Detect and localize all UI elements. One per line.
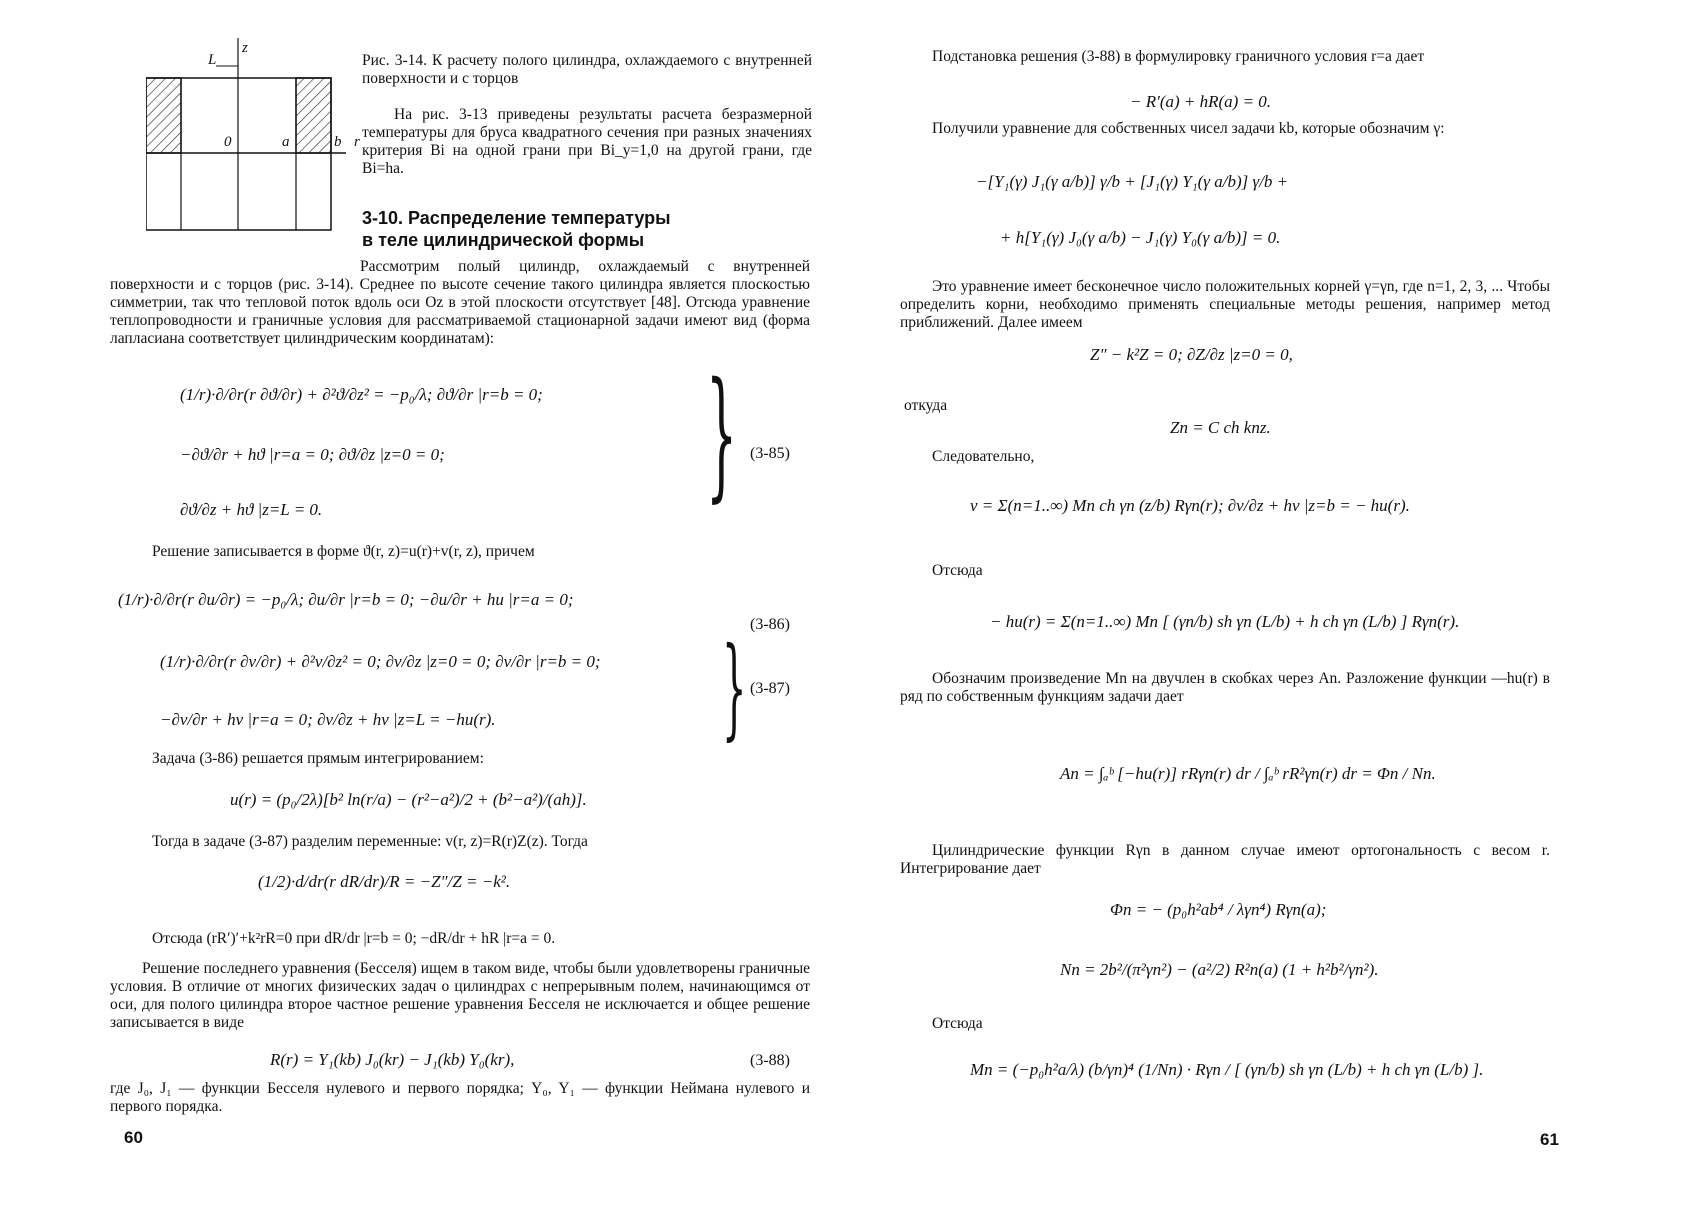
equation-separate: (1/2)·d/dr(r dR/dr)/R = −Z″/Z = −k². bbox=[258, 872, 511, 891]
equation-388: R(r) = Y₁(kb) J₀(kr) − J₁(kb) Y₀(kr), bbox=[270, 1050, 515, 1069]
paragraph-fig-313: На рис. 3-13 приведены результаты расчета безразмерной температуры для бруса квадратного сечения при разных значениях критерия Bi на одной грани при Bi_y=1,0 на другой грани, где Bi=ha. bbox=[362, 106, 812, 177]
word-whence: откуда bbox=[904, 397, 948, 414]
paragraph-denote: Обозначим произведение Mn на двучлен в скобках через An. Разложение функции —hu(r) в ряд по собственным функциям задачи дает bbox=[900, 670, 1550, 705]
section-heading-line1: 3-10. Распределение температуры bbox=[362, 208, 671, 228]
fig-label-a: a bbox=[282, 134, 290, 150]
right-page bbox=[900, 0, 1560, 1232]
equation-385-number: (3-85) bbox=[750, 445, 790, 462]
figure-caption: Рис. 3-14. К расчету полого цилиндра, охлаждаемого с внутренней поверхности и с торцов bbox=[362, 52, 812, 87]
paragraph-bessel: Решение последнего уравнения (Бесселя) ищем в таком виде, чтобы были удовлетворены граничные условия. В отличие от многих физических задач о цилиндрах с непрерывным полем, начинающимся от оси, для полого цилиндра второе частное решение уравнения Бесселя не исключается и общее решение записывается в виде bbox=[110, 960, 810, 1031]
paragraph-direct: Задача (3-86) решается прямым интегрированием: bbox=[152, 750, 484, 767]
equation-387-number: (3-87) bbox=[750, 680, 790, 697]
equation-387-line2: −∂v/∂r + hv |r=a = 0; ∂v/∂z + hv |z=L = −hu(r). bbox=[160, 710, 496, 729]
fig-label-L: L bbox=[208, 52, 217, 68]
section-heading bbox=[362, 207, 671, 251]
equation-nn: Nn = 2b²/(π²γn²) − (a²/2) R²n(a) (1 + h²b²/γn²). bbox=[1060, 960, 1379, 979]
equation-zn: Zn = C ch knz. bbox=[1170, 418, 1271, 437]
paragraph-intro: Рассмотрим полый цилиндр, охлаждаемый с внутренней поверхности и с торцов (рис. 3-14). Среднее по высоте сечение такого цилиндра является плоскостью симметрии, так что тепловой поток вдоль оси Oz в этой плоскости отсутствует [48]. Отсюда уравнение теплопроводности и граничные условия для рассматриваемой стационарной задачи имеют вид (форма лапласиана соответствует цилиндрическим координатам): bbox=[110, 258, 810, 347]
left-page bbox=[110, 0, 820, 1232]
paragraph-eigen: Получили уравнение для собственных чисел задачи kb, которые обозначим γ: bbox=[932, 120, 1445, 137]
equation-388-number: (3-88) bbox=[750, 1052, 790, 1069]
figure-hollow-cylinder bbox=[146, 38, 376, 238]
fig-label-0: 0 bbox=[224, 134, 232, 150]
paragraph-orth: Цилиндрические функции Rγn в данном случае имеют ортогональность с весом r. Интегрирование дает bbox=[900, 842, 1550, 877]
paragraph-separate: Тогда в задаче (3-87) разделим переменные: v(r, z)=R(r)Z(z). Тогда bbox=[152, 833, 588, 850]
equation-385-line3: ∂ϑ/∂z + hϑ |z=L = 0. bbox=[180, 500, 323, 519]
paragraph-subst: Подстановка решения (3-88) в формулировку граничного условия r=a дает bbox=[932, 48, 1425, 65]
equation-phi: Φn = − (p₀h²ab⁴ / λγn⁴) Rγn(a); bbox=[1110, 900, 1327, 919]
section-heading-line2: в теле цилиндрической формы bbox=[362, 230, 645, 250]
equation-eigen-line2: + h[Y₁(γ) J₀(γ a/b) − J₁(γ) Y₀(γ a/b)] = 0. bbox=[1000, 228, 1281, 247]
equation-z: Z″ − k²Z = 0; ∂Z/∂z |z=0 = 0, bbox=[1090, 345, 1293, 364]
word-hence-2: Отсюда bbox=[932, 1015, 983, 1032]
word-hence-1: Отсюда bbox=[932, 562, 983, 579]
page-number-right: 61 bbox=[1540, 1130, 1559, 1149]
equation-385-line1: (1/r)·∂/∂r(r ∂ϑ/∂r) + ∂²ϑ/∂z² = −p₀/λ; ∂ϑ/∂r |r=b = 0; bbox=[180, 385, 543, 404]
equation-an: An = ∫ₐᵇ [−hu(r)] rRγn(r) dr / ∫ₐᵇ rR²γn(r) dr = Φn / Nn. bbox=[1060, 764, 1436, 783]
paragraph-roots: Это уравнение имеет бесконечное число положительных корней γ=γn, где n=1, 2, 3, ... Чтобы определить корни, необходимо применять специальные методы решения, например метод приближений. Далее имеем bbox=[900, 278, 1550, 331]
equation-387-line1: (1/r)·∂/∂r(r ∂v/∂r) + ∂²v/∂z² = 0; ∂v/∂z |z=0 = 0; ∂v/∂r |r=b = 0; bbox=[160, 652, 601, 671]
equation-u: u(r) = (p₀/2λ)[b² ln(r/a) − (r²−a²)/2 + (b²−a²)/(ah)]. bbox=[230, 790, 587, 809]
page-number-left: 60 bbox=[124, 1128, 143, 1147]
equation-mn: Mn = (−p₀h²a/λ) (b/γn)⁴ (1/Nn) · Rγn / [ (γn/b) sh γn (L/b) + h ch γn (L/b) ]. bbox=[970, 1060, 1484, 1079]
brace-387: } bbox=[722, 623, 747, 751]
equation-bc: − R′(a) + hR(a) = 0. bbox=[1130, 92, 1272, 111]
paragraph-where: где J₀, J₁ — функции Бесселя нулевого и первого порядка; Y₀, Y₁ — функции Неймана нулевого и первого порядка. bbox=[110, 1080, 810, 1115]
brace-385: } bbox=[706, 353, 738, 516]
equation-385-line2: −∂ϑ/∂r + hϑ |r=a = 0; ∂ϑ/∂z |z=0 = 0; bbox=[180, 445, 445, 464]
fig-label-r: r bbox=[354, 134, 360, 150]
equation-v: v = Σ(n=1..∞) Mn ch γn (z/b) Rγn(r); ∂v/∂z + hv |z=b = − hu(r). bbox=[970, 496, 1410, 515]
equation-386-number: (3-86) bbox=[750, 616, 790, 633]
paragraph-solution: Решение записывается в форме ϑ(r, z)=u(r)+v(r, z), причем bbox=[152, 543, 535, 560]
equation-hu: − hu(r) = Σ(n=1..∞) Mn [ (γn/b) sh γn (L/b) + h ch γn (L/b) ] Rγn(r). bbox=[990, 612, 1460, 631]
fig-label-b: b bbox=[334, 134, 342, 150]
fig-label-z: z bbox=[242, 40, 248, 56]
equation-386: (1/r)·∂/∂r(r ∂u/∂r) = −p₀/λ; ∂u/∂r |r=b = 0; −∂u/∂r + hu |r=a = 0; bbox=[118, 590, 574, 609]
word-therefore: Следовательно, bbox=[932, 448, 1035, 465]
paragraph-hence: Отсюда (rR′)′+k²rR=0 при dR/dr |r=b = 0; −dR/dr + hR |r=a = 0. bbox=[152, 930, 556, 947]
equation-eigen-line1: −[Y₁(γ) J₁(γ a/b)] γ/b + [J₁(γ) Y₁(γ a/b)] γ/b + bbox=[976, 172, 1289, 191]
